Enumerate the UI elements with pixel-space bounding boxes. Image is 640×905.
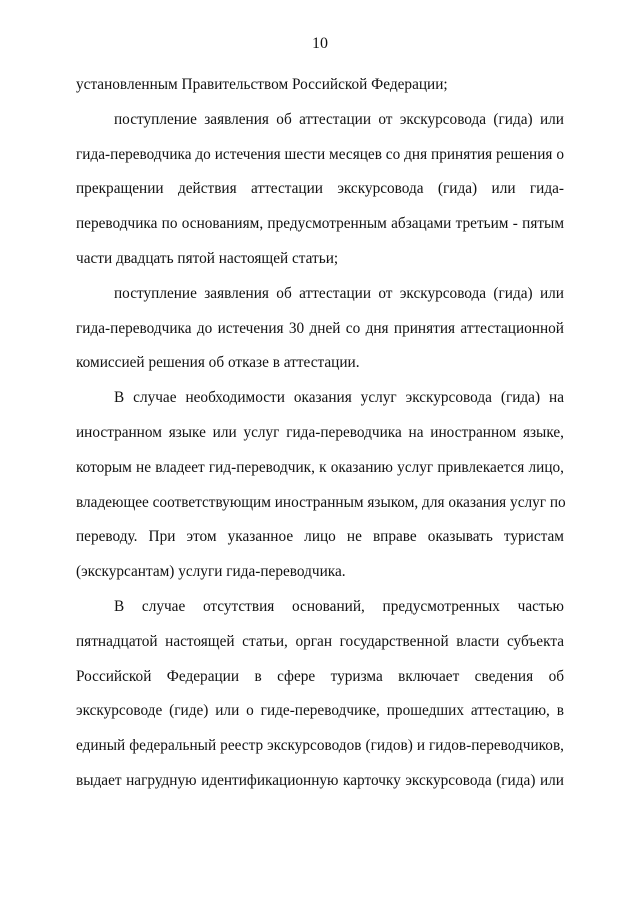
text-line: пятнадцатой настоящей статьи, орган государственной власти субъекта bbox=[76, 632, 564, 650]
text-line: гида-переводчика до истечения шести месяцев со дня принятия решения о bbox=[76, 145, 564, 163]
text-line: переводчика по основаниям, предусмотренным абзацами третьим - пятым bbox=[76, 215, 564, 233]
text-line: поступление заявления об аттестации от экскурсовода (гида) или bbox=[114, 284, 564, 302]
text-line: В случае отсутствия оснований, предусмотренных частью bbox=[114, 597, 564, 615]
text-line: комиссией решения об отказе в аттестации. bbox=[76, 354, 360, 372]
text-line: которым не владеет гид-переводчик, к оказанию услуг привлекается лицо, bbox=[76, 458, 564, 476]
document-body bbox=[76, 68, 564, 799]
text-line: экскурсоводе (гиде) или о гиде-переводчике, прошедших аттестацию, в bbox=[76, 702, 564, 720]
text-line: владеющее соответствующим иностранным языком, для оказания услуг по bbox=[76, 493, 566, 511]
page-number: 10 bbox=[312, 35, 328, 52]
text-line: иностранном языке или услуг гида-переводчика на иностранном языке, bbox=[76, 423, 564, 441]
text-line: прекращении действия аттестации экскурсовода (гида) или гида- bbox=[76, 180, 564, 198]
text-line: выдает нагрудную идентификационную карточку экскурсовода (гида) или bbox=[76, 771, 564, 789]
text-line: установленным Правительством Российской Федерации; bbox=[76, 76, 448, 93]
text-line: части двадцать пятой настоящей статьи; bbox=[76, 249, 339, 267]
text-line: (экскурсантам) услуги гида-переводчика. bbox=[76, 563, 346, 581]
text-line: Российской Федерации в сфере туризма включает сведения об bbox=[76, 667, 564, 685]
text-line: поступление заявления об аттестации от экскурсовода (гида) или bbox=[114, 110, 564, 128]
text-line: переводу. При этом указанное лицо не вправе оказывать туристам bbox=[76, 528, 564, 546]
text-line: единый федеральный реестр экскурсоводов (гидов) и гидов-переводчиков, bbox=[76, 737, 564, 755]
text-line: В случае необходимости оказания услуг экскурсовода (гида) на bbox=[114, 389, 564, 407]
text-line: гида-переводчика до истечения 30 дней со дня принятия аттестационной bbox=[76, 319, 564, 337]
